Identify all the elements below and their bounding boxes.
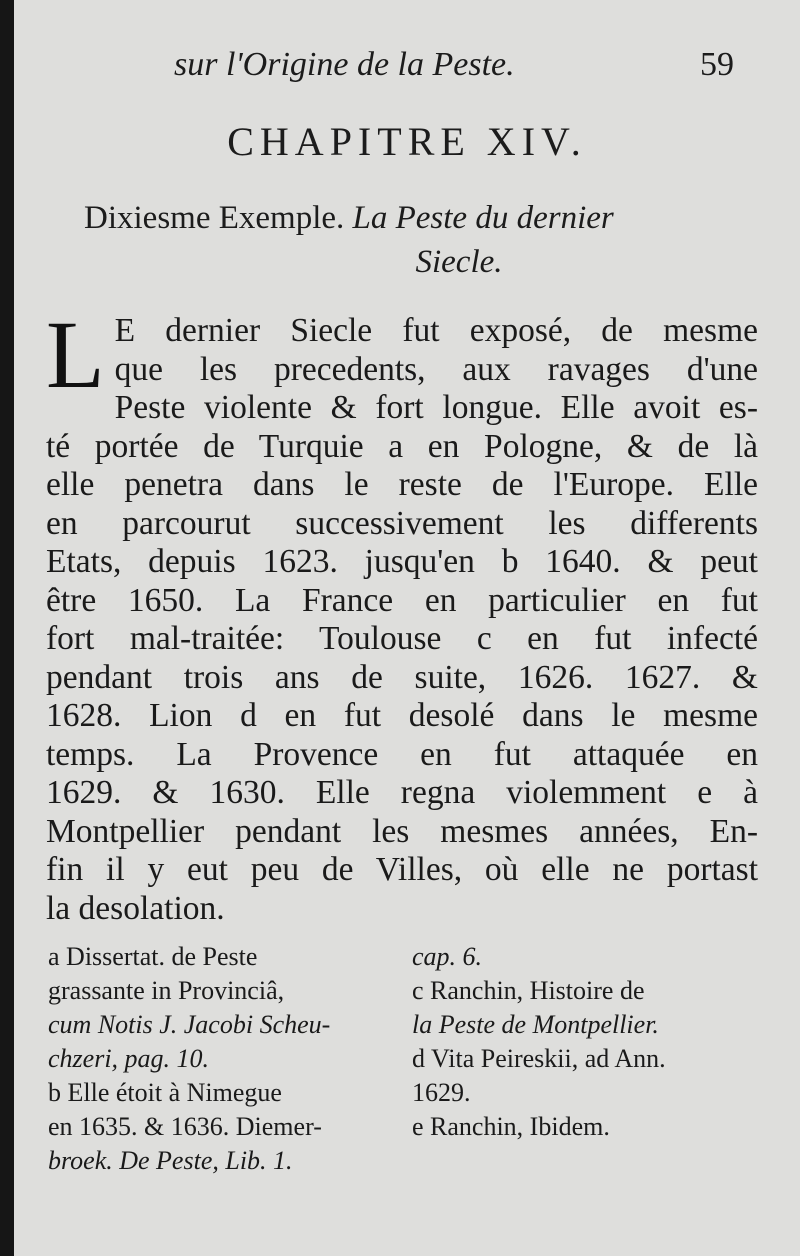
footnote-line: cum Notis J. Jacobi Scheu-	[48, 1010, 331, 1039]
body-line: fort mal-traitée: Toulouse c en fut infecté	[46, 620, 758, 657]
body-line: elle penetra dans le reste de l'Europe. Elle	[46, 466, 758, 503]
body-line: être 1650. La France en particulier en fut	[46, 581, 758, 619]
body-line: Etats, depuis 1623. jusqu'en b 1640. & peut	[46, 543, 758, 580]
subheading-roman: Dixiesme Exemple.	[84, 200, 345, 236]
body-line: temps. La Provence en fut attaquée en	[46, 735, 758, 773]
body-line: Montpellier pendant les mesmes années, En-	[46, 812, 758, 850]
footnote-line: b Elle étoit à Nimegue	[48, 1078, 282, 1107]
footnote-line: en 1635. & 1636. Diemer-	[48, 1112, 322, 1141]
chapter-subheading	[84, 196, 744, 284]
body-line: fin il y eut peu de Villes, où elle ne portast	[46, 851, 758, 888]
body-line: en parcourut successivement les differents	[46, 504, 758, 542]
footnotes-right	[412, 940, 762, 1144]
subheading-italic-2: Siecle.	[415, 244, 503, 280]
body-line: E dernier Siecle fut exposé, de mesme	[114, 312, 758, 349]
footnote-line: cap. 6.	[412, 942, 483, 971]
footnote-line: grassante in Provinciâ,	[48, 976, 285, 1005]
body-line: 1628. Lion d en fut desolé dans le mesme	[46, 697, 758, 734]
body-paragraph	[46, 301, 758, 928]
page-number: 59	[700, 46, 734, 83]
body-line: pendant trois ans de suite, 1626. 1627. &	[46, 658, 758, 696]
footnote-line: d Vita Peireskii, ad Ann.	[412, 1044, 666, 1073]
drop-cap: L	[46, 301, 105, 408]
running-title: sur l'Origine de la Peste.	[174, 46, 515, 83]
body-line: Peste violente & fort longue. Elle avoit es-	[114, 389, 758, 426]
body-line: que les precedents, aux ravages d'une	[114, 350, 758, 388]
footnotes-left	[48, 940, 408, 1178]
chapter-heading: CHAPITRE XIV.	[227, 119, 587, 164]
body-line: té portée de Turquie a en Pologne, & de là	[46, 427, 758, 465]
footnote-line: 1629.	[412, 1078, 471, 1107]
footnote-line: c Ranchin, Histoire de	[412, 976, 645, 1005]
footnote-line: chzeri, pag. 10.	[48, 1044, 210, 1073]
body-line: 1629. & 1630. Elle regna violemment e à	[46, 774, 758, 811]
footnote-line: e Ranchin, Ibidem.	[412, 1112, 610, 1141]
footnote-line: broek. De Peste, Lib. 1.	[48, 1146, 293, 1175]
footnote-line: a Dissertat. de Peste	[48, 942, 258, 971]
footnote-line: la Peste de Montpellier.	[412, 1010, 659, 1039]
body-line: la desolation.	[46, 889, 225, 927]
running-head	[174, 44, 734, 94]
subheading-italic-1: La Peste du dernier	[352, 200, 614, 236]
book-page	[14, 0, 800, 1256]
